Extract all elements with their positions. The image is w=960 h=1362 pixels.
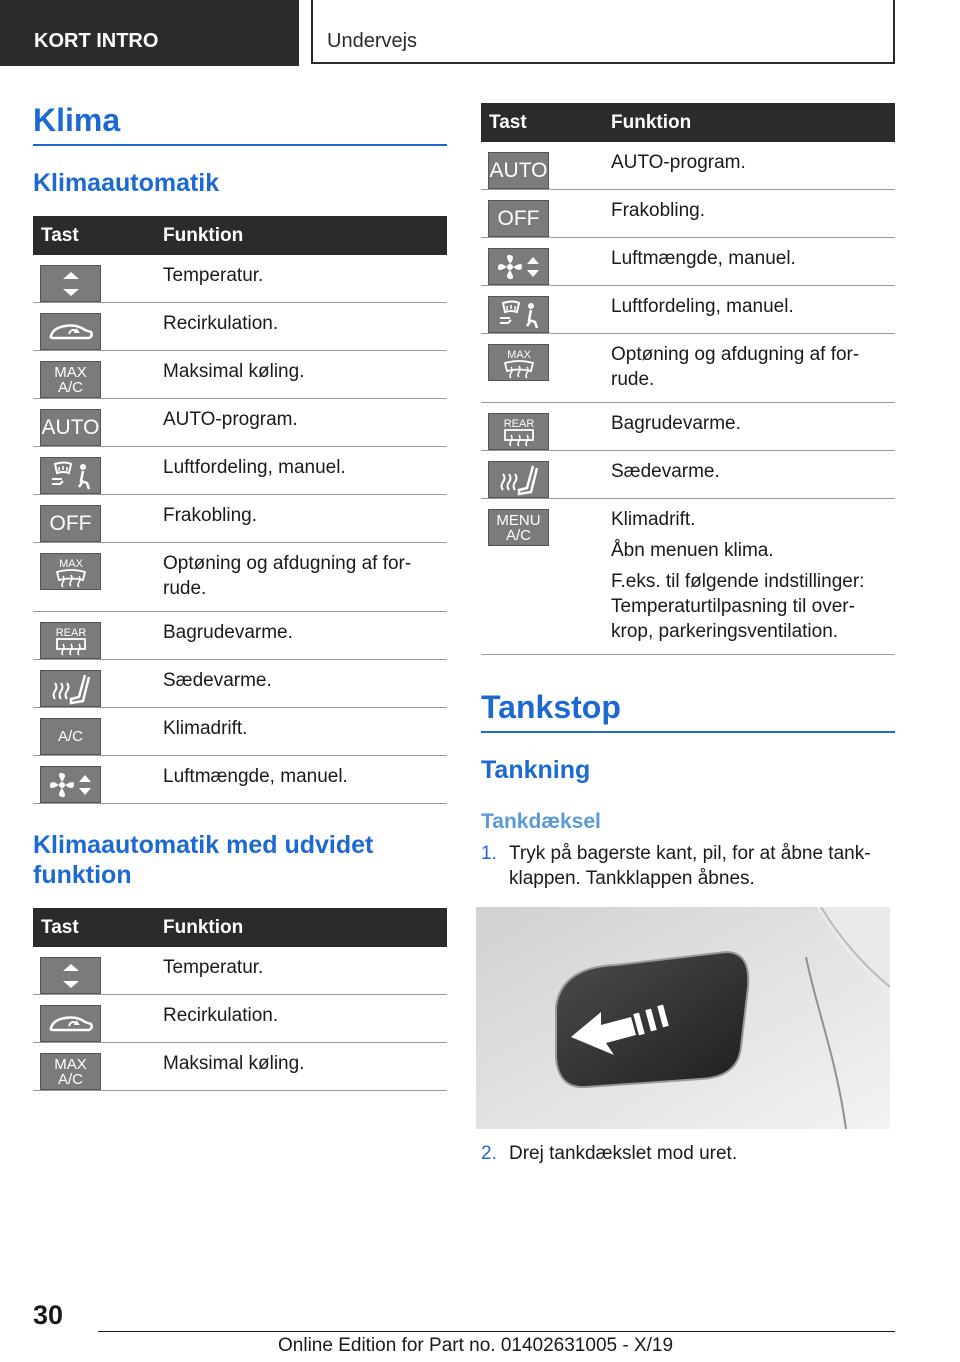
key-cell <box>481 286 611 334</box>
recirculation-car-icon <box>40 313 101 350</box>
table-row <box>481 499 895 655</box>
svg-text:REAR: REAR <box>55 626 86 639</box>
key-label: A/C <box>505 526 531 544</box>
function-cell <box>163 1043 447 1091</box>
key-cell <box>481 499 611 655</box>
fuel-flap-photo <box>476 907 890 1129</box>
rear-defrost-icon <box>40 622 101 659</box>
function-cell <box>611 142 895 190</box>
table-row <box>33 660 447 708</box>
tankstop-heading: Tankstop <box>481 687 895 733</box>
max-defrost-icon <box>40 553 101 590</box>
steps-list-2 <box>481 1141 895 1166</box>
table-row <box>33 447 447 495</box>
function-text: Frakobling. <box>163 505 257 526</box>
key-cell <box>33 947 163 995</box>
page-number: 30 <box>33 1300 64 1330</box>
ac-button <box>40 718 101 755</box>
step-text: Tryk på bagerste kant, pil, for at åbne tank- klappen. Tankklappen åbnes. <box>509 843 871 889</box>
table-row <box>481 190 895 238</box>
tankdaeksel-heading: Tankdæksel <box>481 810 601 833</box>
footer-divider <box>98 1331 895 1332</box>
seat-heating-icon <box>488 461 549 498</box>
air-distribution-icon <box>40 457 101 494</box>
table-header-key: Tast <box>33 216 163 255</box>
function-cell <box>163 612 447 660</box>
function-text: Sædevarme. <box>611 461 720 482</box>
function-cell <box>611 403 895 451</box>
klimaautomatik-table <box>33 216 447 804</box>
function-cell <box>163 351 447 399</box>
rear-defrost-icon <box>488 413 549 450</box>
table-row <box>481 451 895 499</box>
list-item <box>481 1141 895 1166</box>
fan-speed-icon <box>488 248 549 285</box>
function-cell <box>163 708 447 756</box>
list-item <box>481 841 895 891</box>
auto-button <box>488 152 549 189</box>
function-text: Maksimal køling. <box>163 1053 305 1074</box>
key-label: A/C <box>57 728 83 745</box>
key-label: AUTO <box>41 416 100 439</box>
function-cell <box>611 499 895 655</box>
fan-speed-icon <box>40 766 101 803</box>
table-header-key: Tast <box>481 103 611 142</box>
function-cell <box>163 399 447 447</box>
function-text: Åbn menuen klima. <box>611 540 774 561</box>
step-text: Drej tankdækslet mod uret. <box>509 1143 738 1164</box>
tankning-heading: Tankning <box>481 756 591 784</box>
function-text: Optøning og afdugning af for- rude. <box>611 344 860 390</box>
klimaautomatik-udvidet-heading: Klimaautomatik med udvidet funktion <box>33 831 374 889</box>
table-row <box>33 399 447 447</box>
off-button <box>488 200 549 237</box>
table-row <box>33 1043 447 1091</box>
step-number: 2. <box>481 1143 497 1164</box>
svg-text:MAX: MAX <box>58 557 83 570</box>
key-cell <box>33 255 163 303</box>
function-cell <box>611 451 895 499</box>
table-header-function: Funktion <box>163 908 447 947</box>
table-body <box>33 947 447 1091</box>
function-text: Optøning og afdugning af for- rude. <box>163 553 412 599</box>
function-cell <box>163 995 447 1043</box>
air-distribution-icon <box>488 296 549 333</box>
max-ac-button <box>40 361 101 398</box>
table-body <box>481 142 895 655</box>
function-cell <box>163 660 447 708</box>
seat-heating-icon <box>40 670 101 707</box>
key-cell <box>33 756 163 804</box>
function-text: Maksimal køling. <box>163 361 305 382</box>
function-cell <box>163 255 447 303</box>
klimaautomatik-heading: Klimaautomatik <box>33 169 220 197</box>
key-cell <box>33 995 163 1043</box>
table-header-key: Tast <box>33 908 163 947</box>
function-text: Bagrudevarme. <box>163 622 293 643</box>
function-cell <box>163 947 447 995</box>
function-cell <box>163 447 447 495</box>
function-cell <box>163 303 447 351</box>
table-row <box>481 238 895 286</box>
steps-list-1 <box>481 841 895 891</box>
key-cell <box>481 451 611 499</box>
key-label: OFF <box>49 512 92 535</box>
key-cell <box>33 495 163 543</box>
table-row <box>33 303 447 351</box>
function-cell <box>163 495 447 543</box>
table-row <box>33 708 447 756</box>
temperature-arrows-icon <box>40 265 101 302</box>
table-row <box>481 403 895 451</box>
table-row <box>33 495 447 543</box>
page-header <box>0 0 960 66</box>
function-cell <box>611 190 895 238</box>
function-text: Klimadrift. <box>611 509 696 530</box>
table-row <box>33 995 447 1043</box>
section-tab[interactable]: KORT INTRO <box>0 0 299 66</box>
table-row <box>481 286 895 334</box>
recirculation-car-icon <box>40 1005 101 1042</box>
key-label: MAX <box>54 363 87 381</box>
key-cell <box>481 190 611 238</box>
right-column <box>481 103 895 1166</box>
function-cell <box>611 286 895 334</box>
function-text: F.eks. til følgende indstillinger: Temperaturtilpasning til over- krop, parkeringsventilation. <box>611 571 865 642</box>
table-row <box>33 351 447 399</box>
table-row <box>33 612 447 660</box>
function-text: AUTO-program. <box>611 152 746 173</box>
table-row <box>33 947 447 995</box>
function-cell <box>611 238 895 286</box>
svg-text:REAR: REAR <box>503 417 534 430</box>
function-text: Frakobling. <box>611 200 705 221</box>
table-row <box>33 543 447 612</box>
key-label: OFF <box>497 207 540 230</box>
key-label: MAX <box>54 1055 87 1073</box>
key-label: A/C <box>57 1070 83 1088</box>
klimaautomatik-udvidet-table-continued <box>481 103 895 655</box>
table-row <box>33 756 447 804</box>
function-text: Luftmængde, manuel. <box>163 766 348 787</box>
key-cell <box>481 403 611 451</box>
klimaautomatik-udvidet-table <box>33 908 447 1091</box>
function-text: Temperatur. <box>163 265 264 286</box>
table-header-function: Funktion <box>163 216 447 255</box>
auto-button <box>40 409 101 446</box>
key-cell <box>33 660 163 708</box>
key-cell <box>33 303 163 351</box>
function-text: Bagrudevarme. <box>611 413 741 434</box>
function-text: Klimadrift. <box>163 718 248 739</box>
max-ac-button <box>40 1053 101 1090</box>
klima-heading: Klima <box>33 100 447 146</box>
off-button <box>40 505 101 542</box>
function-cell <box>611 334 895 403</box>
max-defrost-icon <box>488 344 549 381</box>
key-cell <box>33 543 163 612</box>
key-cell <box>481 142 611 190</box>
function-text: Recirkulation. <box>163 313 279 334</box>
function-text: Temperatur. <box>163 957 264 978</box>
step-number: 1. <box>481 843 497 864</box>
key-cell <box>33 708 163 756</box>
menu-ac-button <box>488 509 549 546</box>
key-cell <box>33 351 163 399</box>
key-cell <box>33 399 163 447</box>
key-label: AUTO <box>489 159 548 182</box>
table-row <box>481 334 895 403</box>
key-cell <box>481 238 611 286</box>
chapter-tab[interactable]: Undervejs <box>311 0 895 64</box>
function-text: Sædevarme. <box>163 670 272 691</box>
function-text: Luftfordeling, manuel. <box>611 296 794 317</box>
function-text: Recirkulation. <box>163 1005 279 1026</box>
table-body <box>33 255 447 804</box>
edition-note[interactable]: Online Edition for Part no. 01402631005 - X/19 <box>278 1335 674 1356</box>
function-text: AUTO-program. <box>163 409 298 430</box>
key-label: MENU <box>496 511 541 529</box>
table-row <box>481 142 895 190</box>
table-header-function: Funktion <box>611 103 895 142</box>
temperature-arrows-icon <box>40 957 101 994</box>
function-text: Luftfordeling, manuel. <box>163 457 346 478</box>
key-cell <box>481 334 611 403</box>
function-cell <box>163 543 447 612</box>
key-cell <box>33 1043 163 1091</box>
left-column <box>33 100 447 1091</box>
table-row <box>33 255 447 303</box>
svg-text:MAX: MAX <box>506 348 531 361</box>
key-cell <box>33 447 163 495</box>
key-cell <box>33 612 163 660</box>
key-label: A/C <box>57 378 83 396</box>
function-text: Luftmængde, manuel. <box>611 248 796 269</box>
function-cell <box>163 756 447 804</box>
